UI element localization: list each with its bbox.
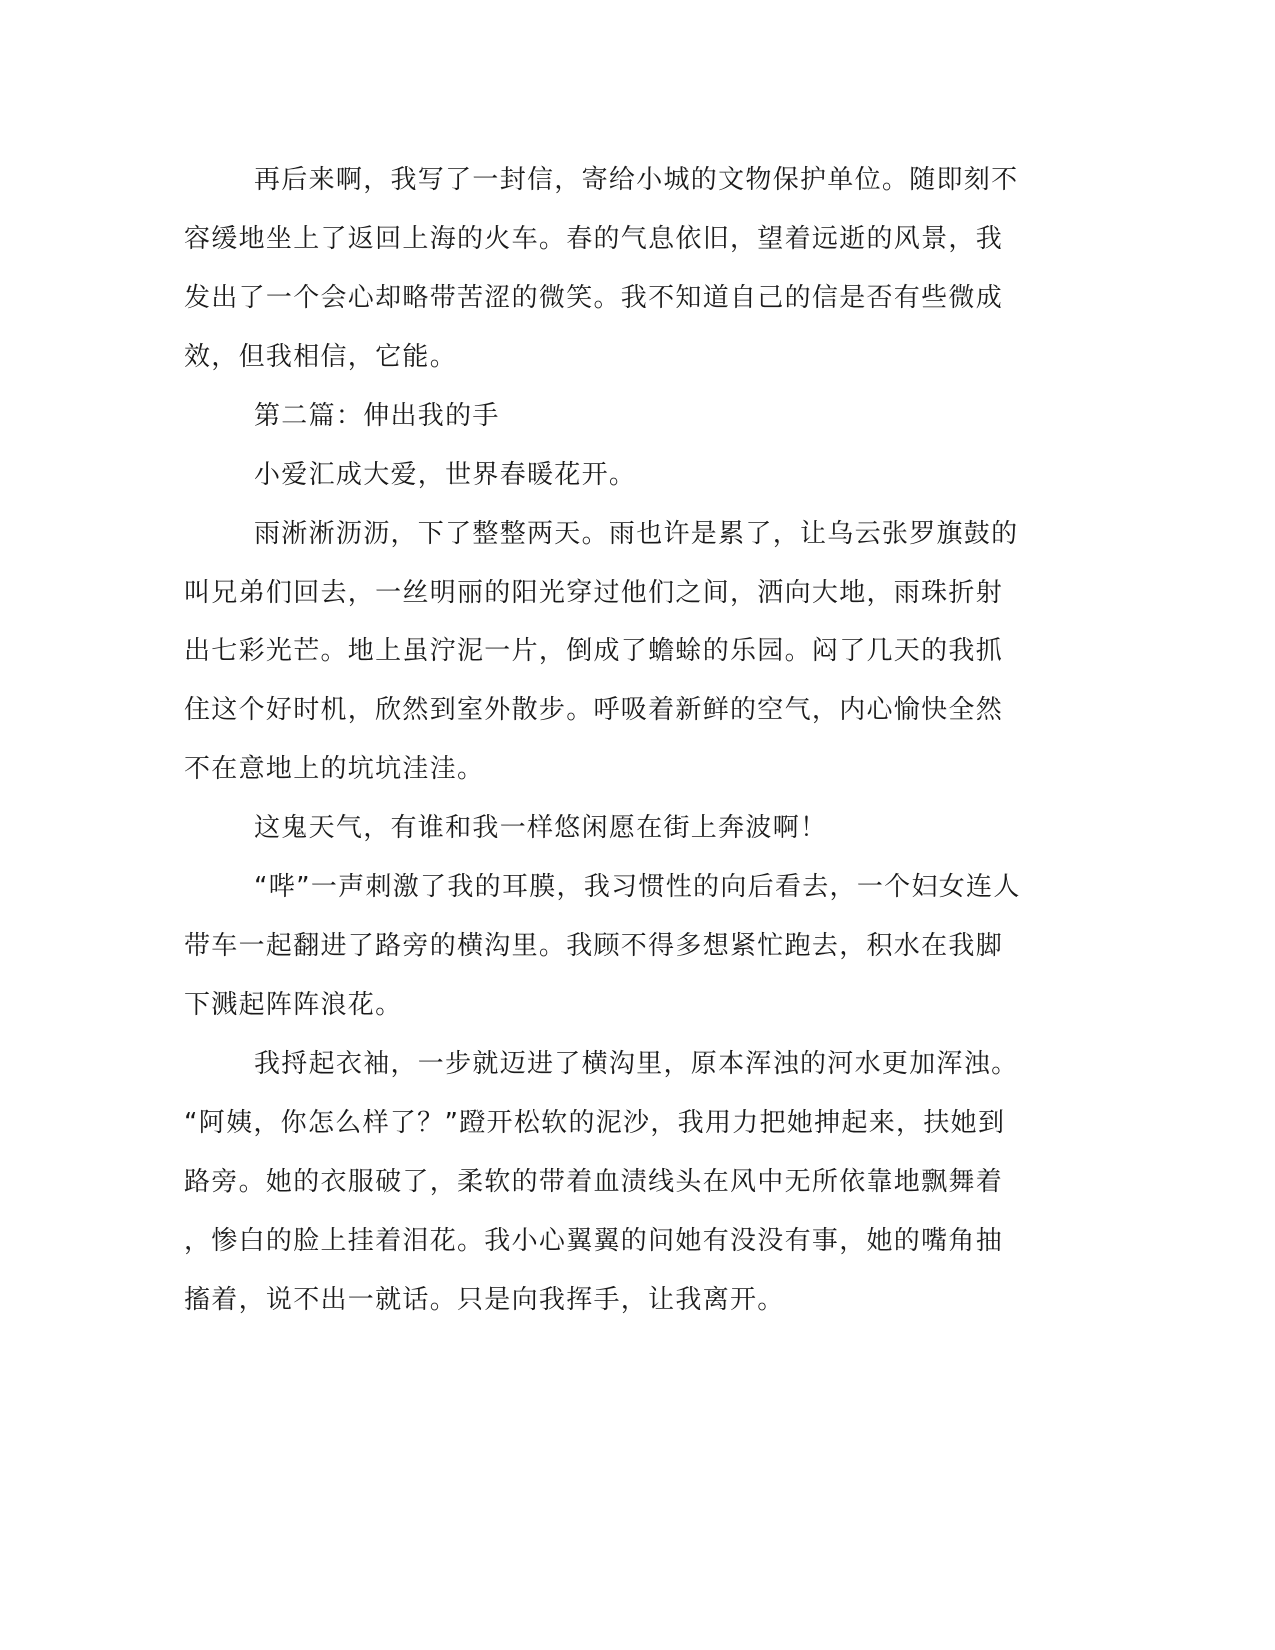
- paragraph-line: 我捋起衣袖，一步就迈进了横沟里，原本浑浊的河水更加浑浊。: [254, 1049, 1019, 1079]
- paragraph-line: 叫兄弟们回去，一丝明丽的阳光穿过他们之间，洒向大地，雨珠折射: [184, 578, 1004, 608]
- paragraph-line: 效，但我相信，它能。: [184, 342, 458, 372]
- paragraph-line: 路旁。她的衣服破了，柔软的带着血渍线头在风中无所依靠地飘舞着: [184, 1167, 1004, 1197]
- paragraph-line: 发出了一个会心却略带苦涩的微笑。我不知道自己的信是否有些微成: [184, 283, 1004, 313]
- paragraph-line: 小爱汇成大爱，世界春暖花开。: [254, 460, 637, 490]
- paragraph-line: 下溅起阵阵浪花。: [184, 990, 403, 1020]
- paragraph-line: 容缓地坐上了返回上海的火车。春的气息依旧，望着远逝的风景，我: [184, 224, 1004, 254]
- paragraph-line: 再后来啊，我写了一封信，寄给小城的文物保护单位。随即刻不: [254, 165, 1019, 195]
- paragraph-line: 住这个好时机，欣然到室外散步。呼吸着新鲜的空气，内心愉快全然: [184, 695, 1004, 725]
- paragraph-line: 雨淅淅沥沥，下了整整两天。雨也许是累了，让乌云张罗旗鼓的: [254, 519, 1019, 549]
- paragraph-line: 不在意地上的坑坑洼洼。: [184, 754, 485, 784]
- paragraph-line: 出七彩光芒。地上虽泞泥一片，倒成了蟾蜍的乐园。闷了几天的我抓: [184, 636, 1004, 666]
- paragraph-line: 搐着，说不出一就话。只是向我挥手，让我离开。: [184, 1285, 785, 1315]
- paragraph-line: “哔”一声刺激了我的耳膜，我习惯性的向后看去，一个妇女连人: [254, 872, 1021, 902]
- paragraph-line: “阿姨，你怎么样了？”蹬开松软的泥沙，我用力把她抻起来，扶她到: [184, 1108, 1006, 1138]
- paragraph-line: 这鬼天气，有谁和我一样悠闲愿在街上奔波啊！: [254, 813, 828, 843]
- section-heading: 第二篇：伸出我的手: [254, 401, 500, 431]
- paragraph-line: 带车一起翻进了路旁的横沟里。我顾不得多想紧忙跑去，积水在我脚: [184, 931, 1004, 961]
- paragraph-line: ，惨白的脸上挂着泪花。我小心翼翼的问她有没没有事，她的嘴角抽: [184, 1226, 1004, 1256]
